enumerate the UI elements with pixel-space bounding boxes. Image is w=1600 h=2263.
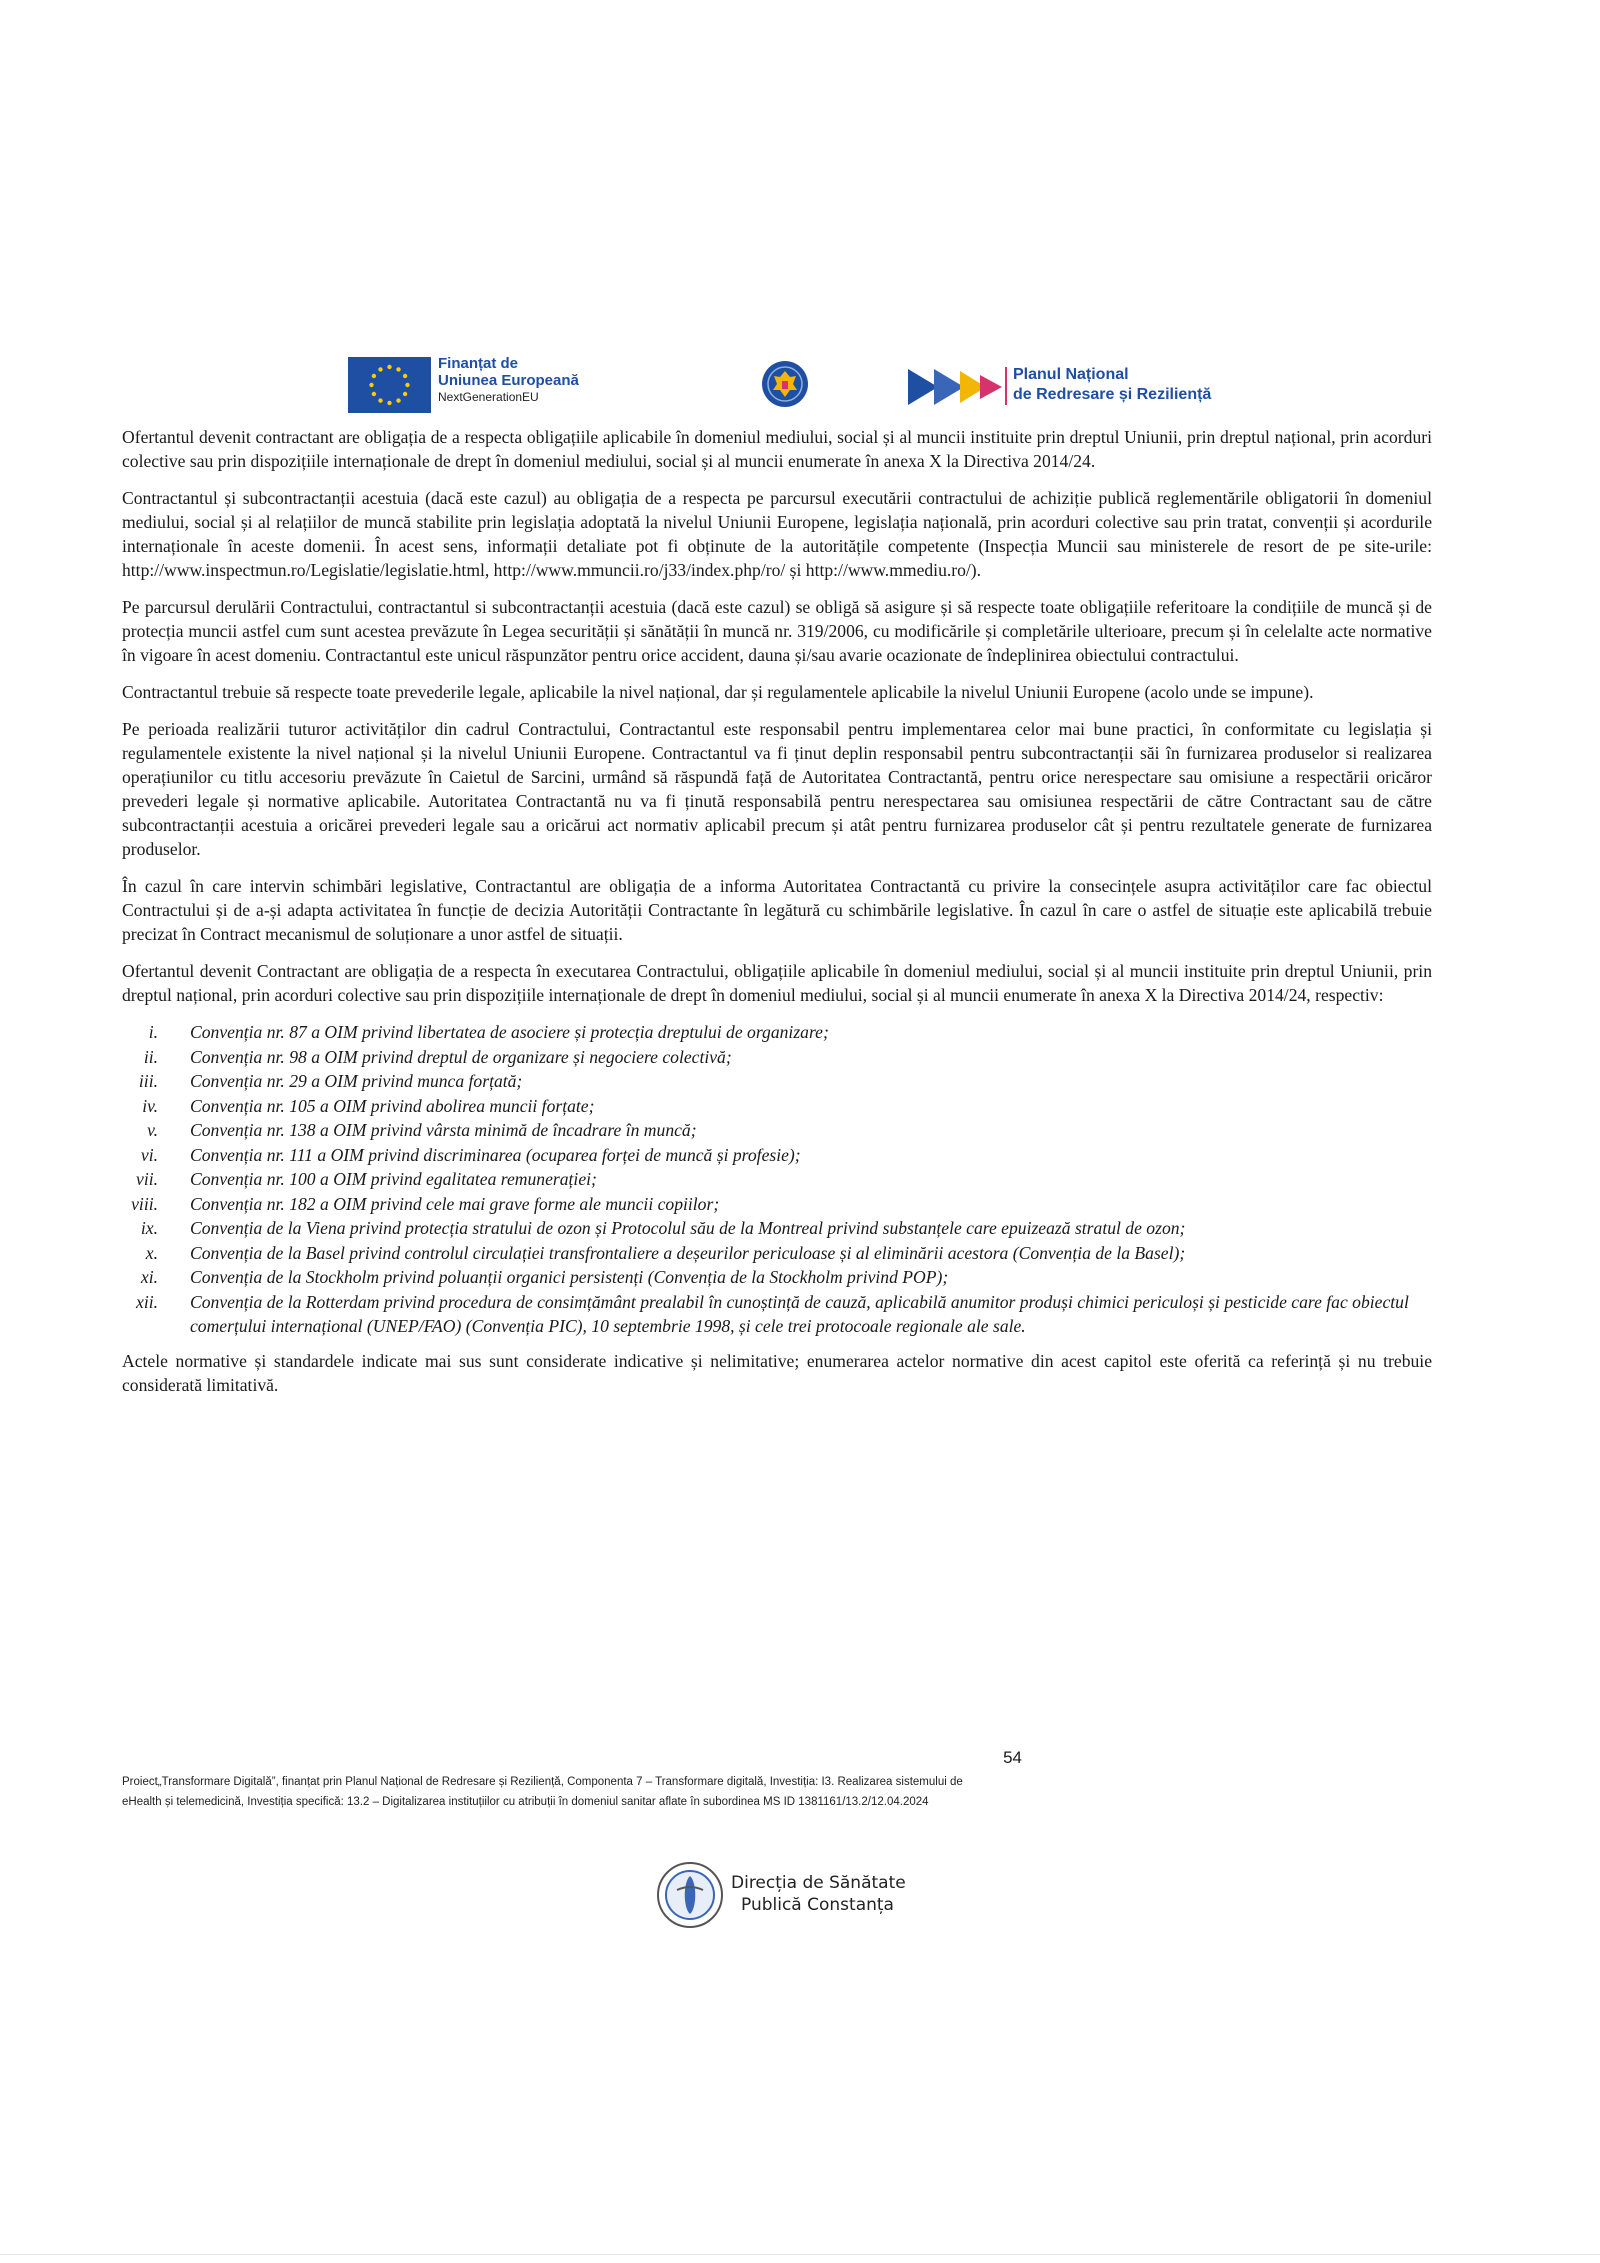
paragraph: Contractantul și subcontractanții acestuia (dacă este cazul) au obligația de a respecta pe parcursul executării contractului de achiziție publică reglementările obligatorii în domeniul mediului, social și al relațiilor de muncă stabilite prin legislația adoptată la nivelul Uniunii Europene, legislația națională, prin acorduri colective sau prin tratat, convenții și acordurile internaționale în aceste domenii. În acest sens, informații detaliate pot fi obținute de la autoritățile competente (Inspecția Muncii sau ministerele de resort de pe site-urile: http://www.inspectmun.ro/Legislatie/legislatie.html, http://www.mmuncii.ro/j33/index.php/ro/ și http://www.mmediu.ro/). — [122, 488, 1432, 580]
paragraph: Ofertantul devenit Contractant are obligația de a respecta în executarea Contractului, obligațiile aplicabile în domeniul mediului, social și al muncii instituite prin dreptul Uniunii, prin dreptul național, prin acorduri colective sau prin dispozițiile internaționale de drept în domeniul mediului, social și al muncii enumerate în anexa X la Directiva 2014/24, respectiv: — [122, 961, 1432, 1005]
paragraph: Contractantul trebuie să respecte toate prevederile legale, aplicabile la nivel național, dar și regulamentele aplicabile la nivelul Uniunii Europene (acolo unde se impune). — [122, 682, 1314, 702]
pnrr-arrows-icon — [908, 365, 1004, 409]
list-number: vi. — [140, 1144, 158, 1165]
list-text: Convenția de la Viena privind protecția stratului de ozon și Protocolul său de la Montreal privind substanțele care epuizează stratul de ozon; — [190, 1218, 1186, 1238]
list-text: Convenția nr. 29 a OIM privind munca forțată; — [190, 1071, 523, 1091]
list-item — [122, 1020, 1432, 1045]
pnrr-line2: de Redresare și Reziliență — [1013, 386, 1212, 403]
paragraph: În cazul în care intervin schimbări legislative, Contractantul are obligația de a informa Autoritatea Contractantă cu privire la consecințele asupra activităților care fac obiectul Contractului și de a-și adapta activitatea în funcție de decizia Autorității Contractante în legătură cu schimbările legislative. În cazul în care o astfel de situație este aplicabilă trebuie precizat în Contract mecanismul de soluționare a unor astfel de situații. — [122, 876, 1432, 944]
dsp-line1: Direcția de Sănătate — [731, 1873, 906, 1893]
page-footer — [122, 1748, 1432, 1878]
project-footnote: Proiect„Transformare Digitală”, finanțat prin Planul Național de Redresare și Reziliență, Componenta 7 – Transformare digitală, Investiția: I3. Realizarea sistemului de eHealth și telemedicină, Investiția specifică: 13.2 – Digitalizarea instituțiilor cu atribuții în domeniul sanitar aflate în subordinea MS ID 1381161/13.2/12.04.2024 — [122, 1776, 963, 1808]
dsp-logo — [655, 1860, 975, 1932]
list-text: Convenția de la Rotterdam privind procedura de consimțământ prealabil în cunoștință de cauză, aplicabilă anumitor produși chimici periculoși și pesticide care fac obiectul comerțului internațional (UNEP/FAO) (Convenția PIC), 10 septembrie 1998, și cele trei protocoale regionale ale sale. — [190, 1291, 1409, 1336]
dsp-text — [731, 1872, 906, 1916]
document-body — [122, 425, 1432, 1410]
eu-line1: Finanțat de — [438, 355, 519, 372]
dsp-seal-icon — [655, 1860, 725, 1930]
romanian-government-seal-icon — [760, 359, 810, 409]
list-number: viii. — [131, 1193, 158, 1214]
paragraph: Pe perioada realizării tuturor activităților din cadrul Contractului, Contractantul este responsabil pentru implementarea celor mai bune practici, în conformitate cu legislația și regulamentele existente la nivel național și la nivelul Uniunii Europene. Contractantul va fi ținut deplin responsabil pentru subcontractanții săi în furnizarea produselor si realizarea operațiunilor cu titlu accesoriu prevăzute în Caietul de Sarcini, urmând să răspundă față de Autoritatea Contractantă, pentru orice nerespectare sau omisiune a respectării oricăror prevederi legale și normative aplicabile. Autoritatea Contractantă nu va fi ținută responsabilă pentru nerespectarea sau omisiunea respectării de către Contractant sau de către subcontractanții acestuia a oricărei prevederi legale sau a oricărui act normativ aplicabil precum și atât pentru furnizarea produselor cât și pentru rezultatele generate de furnizarea produselor. — [122, 719, 1432, 859]
list-number: vii. — [136, 1169, 158, 1189]
paragraph: Pe parcursul derulării Contractului, contractantul si subcontractanții acestuia (dacă este cazul) se obligă să asigure și să respecte toate obligațiile referitoare la condițiile de muncă și de protecția muncii astfel cum sunt acestea prevăzute în Legea securității și sănătății în muncă nr. 319/2006, cu modificările și completările ulterioare, precum și în celelalte acte normative în vigoare în acest domeniu. Contractantul este unicul răspunzător pentru orice accident, dauna și/sau avarie ocazionate de îndeplinirea obiectului contractului. — [122, 597, 1432, 665]
list-item — [122, 1265, 1432, 1290]
page-header — [0, 355, 1600, 415]
list-text: Convenția nr. 98 a OIM privind dreptul de organizare și negociere colectivă; — [190, 1046, 732, 1067]
list-number: xi. — [140, 1267, 158, 1287]
eu-line2: Uniunea Europeană — [438, 372, 579, 389]
list-text: Convenția nr. 105 a OIM privind abolirea muncii forțate; — [190, 1095, 595, 1116]
eu-line3: NextGenerationEU — [438, 390, 539, 404]
list-number: ix. — [140, 1218, 158, 1238]
list-number: ii. — [143, 1046, 158, 1067]
page-number: 54 — [1003, 1748, 1022, 1767]
list-text: Convenția de la Basel privind controlul circulației transfrontaliere a deșeurilor periculoase și al eliminării acestora (Convenția de la Basel); — [190, 1242, 1186, 1263]
list-item — [122, 1045, 1432, 1070]
list-item — [122, 1167, 1432, 1192]
eu-flag-icon — [348, 357, 431, 413]
eu-funding-text — [438, 355, 638, 405]
conventions-list — [122, 1020, 1432, 1339]
list-number: xii. — [136, 1291, 158, 1312]
list-number: i. — [148, 1022, 158, 1042]
closing-paragraph: Actele normative și standardele indicate mai sus sunt considerate indicative și nelimitative; enumerarea actelor normative din acest capitol este oferită ca referință și nu trebuie considerată limitativă. — [122, 1350, 1432, 1395]
list-item — [122, 1094, 1432, 1119]
list-text: Convenția nr. 111 a OIM privind discriminarea (ocuparea forței de muncă și profesie); — [190, 1144, 801, 1165]
list-item — [122, 1241, 1432, 1266]
list-number: x. — [145, 1242, 158, 1263]
list-text: Convenția nr. 100 a OIM privind egalitatea remunerației; — [190, 1169, 597, 1189]
pnrr-text — [1013, 365, 1211, 405]
list-item — [122, 1069, 1432, 1094]
list-item — [122, 1118, 1432, 1143]
list-item — [122, 1192, 1432, 1217]
list-item — [122, 1290, 1432, 1339]
page-edge-rule — [0, 2254, 1600, 2255]
list-item — [122, 1143, 1432, 1168]
dsp-line2: Publică Constanța — [741, 1895, 894, 1915]
list-text: Convenția nr. 87 a OIM privind libertatea de asociere și protecția dreptului de organizare; — [190, 1022, 829, 1042]
list-text: Convenția nr. 138 a OIM privind vârsta minimă de încadrare în muncă; — [190, 1120, 697, 1140]
list-text: Convenția nr. 182 a OIM privind cele mai grave forme ale muncii copiilor; — [190, 1193, 720, 1214]
pnrr-separator — [1005, 367, 1007, 405]
list-item — [122, 1216, 1432, 1241]
list-text: Convenția de la Stockholm privind poluanții organici persistenți (Convenția de la Stockholm privind POP); — [190, 1267, 949, 1287]
pnrr-line1: Planul Național — [1013, 366, 1129, 383]
list-number: iv. — [142, 1095, 158, 1116]
list-number: iii. — [138, 1071, 158, 1091]
list-number: v. — [147, 1120, 158, 1140]
paragraph: Ofertantul devenit contractant are obligația de a respecta obligațiile aplicabile în domeniul mediului, social și al muncii instituite prin dreptul Uniunii, prin dreptul național, prin acorduri colective sau prin dispozițiile internaționale de drept în domeniul mediului, social și al muncii enumerate în anexa X la Directiva 2014/24. — [122, 427, 1432, 471]
